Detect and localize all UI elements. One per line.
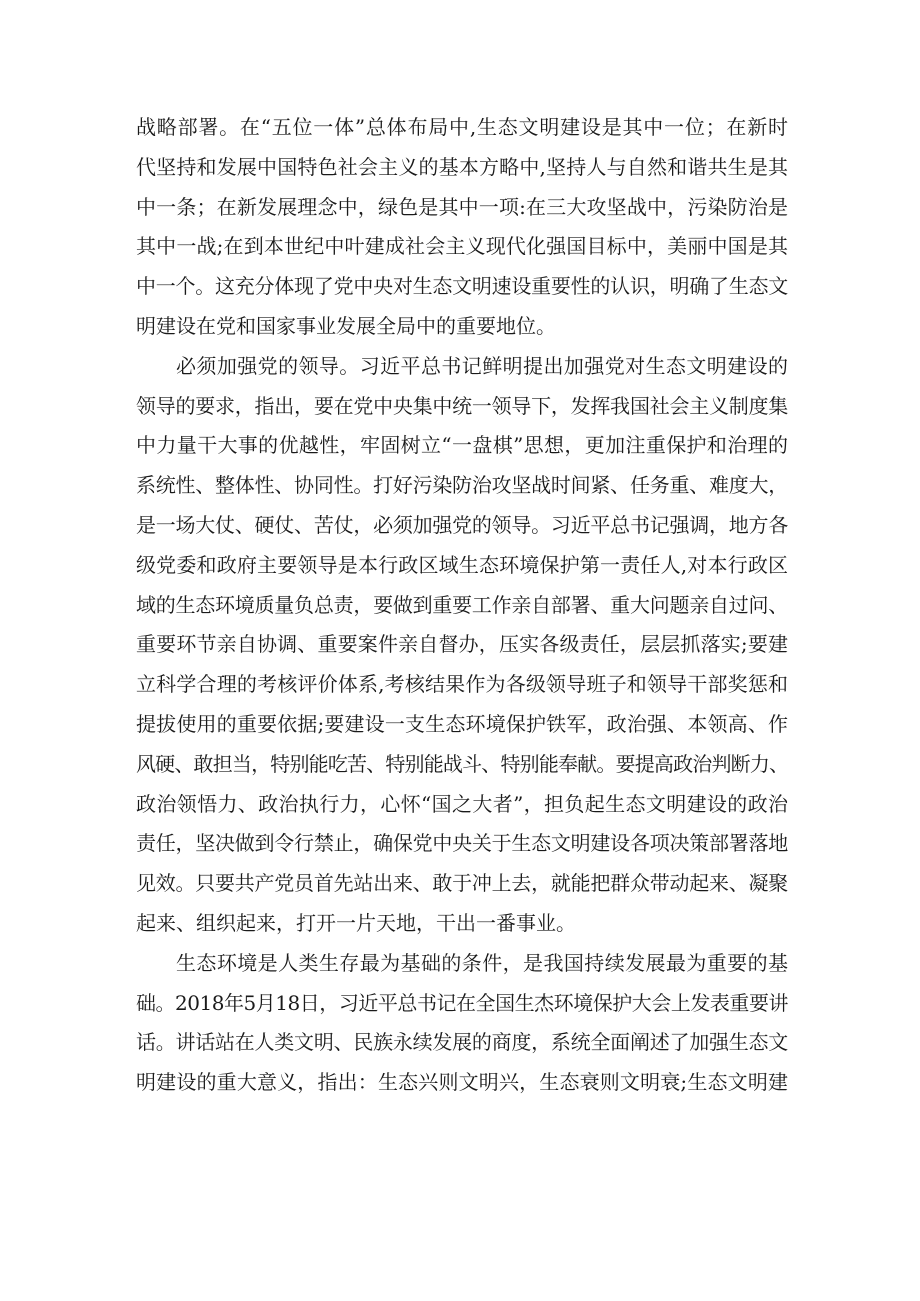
text-line: 必须加强党的领导。习近平总书记鲜明提出加强党对生态文明建设的: [176, 353, 788, 378]
text-line: 明建设在党和国家事业发展全局中的重要地位。: [136, 313, 556, 338]
text-line: 中力量干大事的优越性，牢固树立“一盘棋”思想，更加注重保护和治理的: [136, 433, 788, 458]
text-line: 政治领悟力、政治执行力，心怀“国之大者”，担负起生态文明建设的政治: [136, 791, 788, 816]
text-line: 立科学合理的考核评价体系,考核结果作为各级领导班子和领导干部奖惩和: [136, 672, 788, 697]
text-line: 中一个。这充分体现了党中央对生态文明速设重要性的认识，明确了生态文: [136, 274, 788, 299]
text-line: 生态环境是人类生存最为基础的条件，是我国持续发展最为重要的基: [176, 950, 788, 975]
text-line: 话。讲话站在人类文明、民族永续发展的商度，系统全面阐述了加强生态文: [136, 1030, 788, 1055]
text-line: 础。2018年5月18日，习近平总书记在全国生杰环境保护大会上发表重要讲: [136, 990, 788, 1015]
text-line: 责任，坚决做到令行禁止，确保党中央关于生态文明建设各项决策部署落地: [136, 831, 788, 856]
text-line: 系统性、整体性、协同性。打好污染防治攻坚战时间紧、任务重、难度大，: [136, 473, 788, 498]
text-line: 代坚持和发展中国特色社会主义的基本方略中,坚持人与自然和谐共生是其: [136, 154, 788, 179]
text-line: 是一场大仗、硬仗、苦仗，必须加强党的领导。习近平总书记强调，地方各: [136, 512, 788, 537]
paragraph: [136, 108, 788, 347]
paragraph: [136, 944, 788, 1103]
paragraph: [136, 347, 788, 944]
text-line: 提拔使用的重要依据;要建设一支生态环境保护铁军，政治强、本领高、作: [136, 711, 788, 736]
text-line: 其中一战;在到本世纪中叶建成社会主义现代化强国目标中，美丽中国是其: [136, 234, 788, 259]
text-line: 级党委和政府主要领导是本行政区域生态环境保护第一责任人,对本行政区: [136, 552, 788, 577]
text-line: 起来、组织起来，打开一片天地，干出一番事业。: [136, 910, 576, 935]
text-line: 战略部署。在“五位一体”总体布局中,生态文明建设是其中一位；在新时: [136, 115, 788, 139]
text-line: 见效。只要共产党员首先站出来、敢于冲上去，就能把群众带动起来、凝聚: [136, 871, 788, 896]
text-line: 领导的要求，指出，要在党中央集中统一领导下，发挥我国社会主义制度集: [136, 393, 788, 418]
text-line: 域的生态环境质量负总责，要做到重要工作亲自部署、重大问题亲自过问、: [136, 592, 788, 617]
text-line: 重要环节亲自协调、重要案件亲自督办，压实各级责任，层层抓落实;要建: [136, 632, 788, 657]
text-line: 风硬、敢担当，特别能吃苦、特别能战斗、特别能奉献。要提高政治判断力、: [136, 751, 788, 776]
document-body: [136, 108, 788, 1103]
text-line: 明建设的重大意义，指出：生态兴则文明兴，生态衰则文明衰;生态文明建: [136, 1070, 788, 1095]
text-line: 中一条；在新发展理念中，绿色是其中一项:在三大攻坚战中，污染防治是: [136, 194, 788, 219]
